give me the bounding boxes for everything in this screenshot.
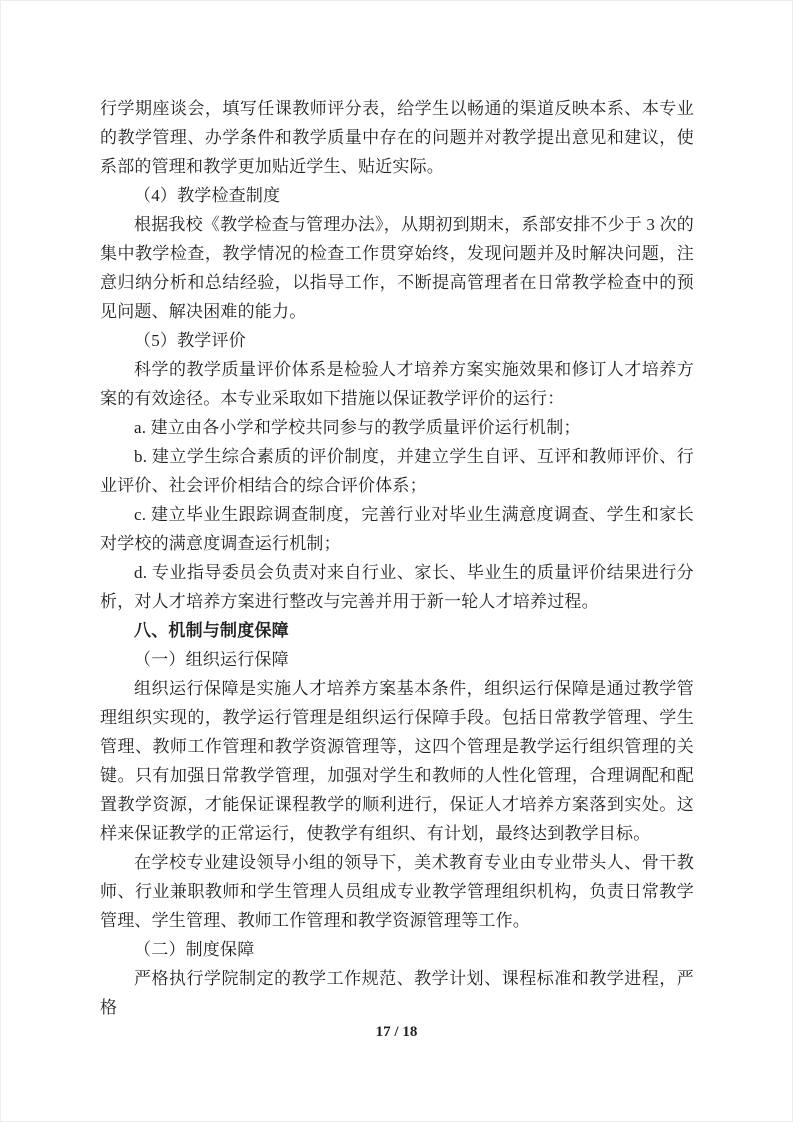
heading-system-guarantee: （二）制度保障 bbox=[134, 940, 255, 959]
heading-teaching-inspection-system: （4）教学检查制度 bbox=[134, 186, 281, 205]
paragraph-leadership-group: 在学校专业建设领导小组的领导下，美术教育专业由专业带头人、骨干教师、行业兼职教师和学生管理人员组成专业教学管理组织机构，负责日常教学管理、学生管理、教师工作管理和教学资源管理等工作。 bbox=[100, 853, 694, 930]
list-item-d: d. 专业指导委员会负责对来自行业、家长、毕业生的质量评价结果进行分析，对人才培养方案进行整改与完善并用于新一轮人才培养过程。 bbox=[100, 563, 694, 611]
page-number: 17 / 18 bbox=[375, 1024, 418, 1040]
paragraph-student-feedback: 行学期座谈会，填写任课教师评分表，给学生以畅通的渠道反映本系、本专业的教学管理、办学条件和教学质量中存在的问题并对教学提出意见和建议，使系部的管理和教学更加贴近学生、贴近实际。 bbox=[100, 99, 694, 176]
heading-mechanism-and-system-guarantee: 八、机制与制度保障 bbox=[134, 621, 289, 640]
paragraph-organization-operation: 组织运行保障是实施人才培养方案基本条件，组织运行保障是通过教学管理组织实现的，教学运行管理是组织运行保障手段。包括日常教学管理、学生管理、教师工作管理和教学资源管理等，这四个管理是教学运行组织管理的关键。只有加强日常教学管理，加强对学生和教师的人性化管理，合理调配和配置教学资源，才能保证课程教学的顺利进行，保证人才培养方案落到实处。这样来保证教学的正常运行，使教学有组织、有计划，最终达到教学目标。 bbox=[100, 679, 694, 843]
list-item-b: b. 建立学生综合素质的评价制度，并建立学生自评、互评和教师评价、行业评价、社会评价相结合的综合评价体系； bbox=[100, 447, 694, 495]
heading-organization-operation-guarantee: （一）组织运行保障 bbox=[134, 650, 289, 669]
list-item-a: a. 建立由各小学和学校共同参与的教学质量评价运行机制； bbox=[134, 418, 581, 437]
document-body bbox=[100, 94, 694, 1022]
heading-teaching-evaluation: （5）教学评价 bbox=[134, 331, 246, 350]
paragraph-system-guarantee: 严格执行学院制定的教学工作规范、教学计划、课程标准和教学进程，严格 bbox=[100, 969, 694, 1017]
paragraph-evaluation-intro: 科学的教学质量评价体系是检验人才培养方案实施效果和修订人才培养方案的有效途径。本专业采取如下措施以保证教学评价的运行： bbox=[100, 360, 694, 408]
paragraph-teaching-inspection: 根据我校《教学检查与管理办法》，从期初到期末，系部安排不少于 3 次的集中教学检查，教学情况的检查工作贯穿始终，发现问题并及时解决问题，注意归纳分析和总结经验，以指导工作，不断提高管理者在日常教学检查中的预见问题、解决困难的能力。 bbox=[100, 215, 694, 321]
list-item-c: c. 建立毕业生跟踪调查制度，完善行业对毕业生满意度调查、学生和家长对学校的满意度调查运行机制； bbox=[100, 505, 694, 553]
